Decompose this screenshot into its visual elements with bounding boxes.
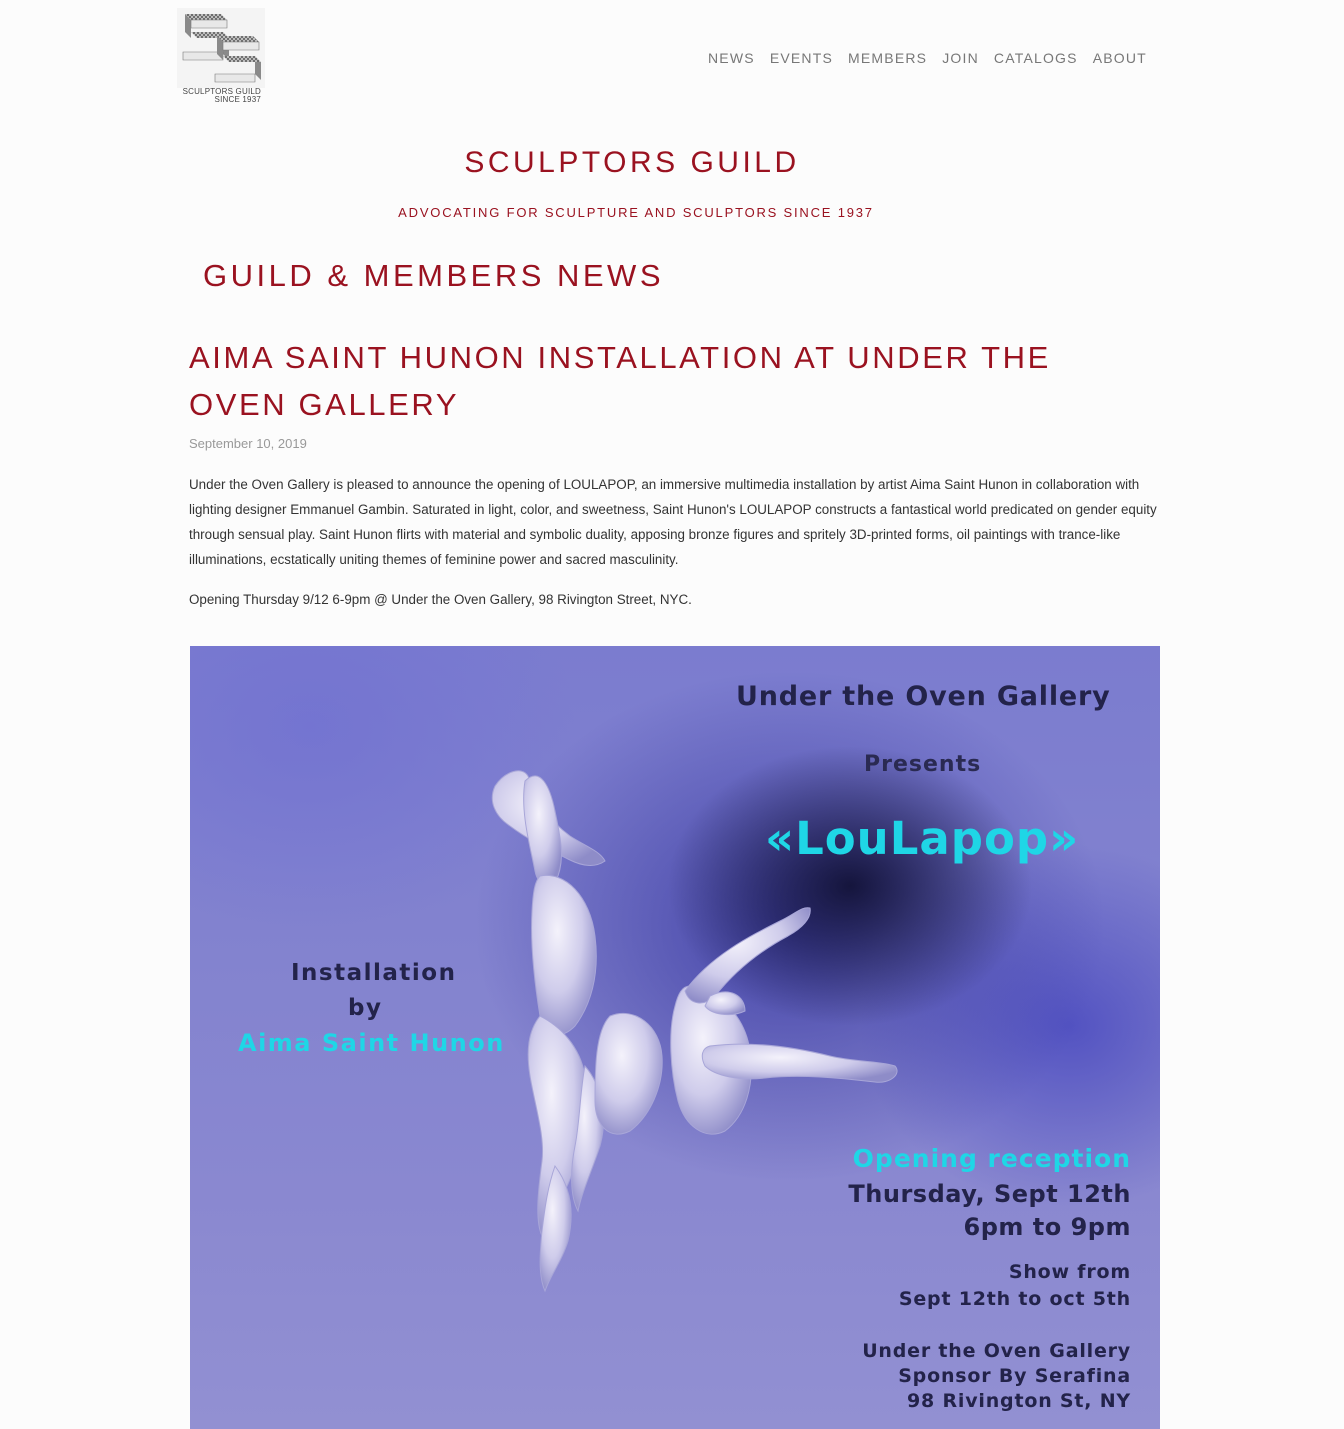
poster-opening-date: Thursday, Sept 12th bbox=[848, 1180, 1131, 1208]
poster-artist: Aima Saint Hunon bbox=[238, 1029, 505, 1057]
poster-opening-time: 6pm to 9pm bbox=[963, 1213, 1131, 1241]
poster-address: 98 Rivington St, NY bbox=[907, 1390, 1131, 1412]
poster-title: «LouLapop» bbox=[765, 812, 1080, 865]
nav-about[interactable]: ABOUT bbox=[1092, 50, 1147, 66]
post-body bbox=[189, 472, 1164, 627]
post-paragraph-opening: Opening Thursday 9/12 6-9pm @ Under the Oven Gallery, 98 Rivington Street, NYC. bbox=[189, 592, 692, 607]
poster-opening-reception: Opening reception bbox=[852, 1144, 1131, 1173]
post-title[interactable]: AIMA SAINT HUNON INSTALLATION AT UNDER THE OVEN GALLERY bbox=[189, 340, 1051, 422]
poster-show-from: Show from bbox=[1008, 1261, 1131, 1283]
site-title: SCULPTORS GUILD bbox=[464, 146, 800, 179]
poster-presents: Presents bbox=[864, 752, 982, 777]
poster-sponsor: Sponsor By Serafina bbox=[898, 1365, 1131, 1387]
poster-gallery-name: Under the Oven Gallery bbox=[736, 681, 1111, 712]
post-date: September 10, 2019 bbox=[189, 436, 307, 451]
nav-join[interactable]: JOIN bbox=[942, 50, 979, 66]
main-nav bbox=[708, 50, 1162, 66]
poster-venue: Under the Oven Gallery bbox=[862, 1340, 1131, 1362]
logo-caption bbox=[177, 88, 261, 104]
poster-show-range: Sept 12th to oct 5th bbox=[898, 1288, 1131, 1310]
site-tagline: ADVOCATING FOR SCULPTURE AND SCULPTORS SINCE 1937 bbox=[398, 205, 874, 220]
logo-caption-name: SCULPTORS GUILD bbox=[182, 87, 261, 96]
nav-members[interactable]: MEMBERS bbox=[848, 50, 928, 66]
section-title: GUILD & MEMBERS NEWS bbox=[203, 258, 664, 293]
poster-by: by bbox=[348, 995, 383, 1021]
poster-installation: Installation bbox=[291, 960, 457, 986]
nav-catalogs[interactable]: CATALOGS bbox=[993, 50, 1078, 66]
logo-link[interactable] bbox=[177, 8, 265, 106]
sculptors-guild-logo-icon bbox=[177, 8, 265, 88]
nav-news[interactable]: NEWS bbox=[708, 50, 755, 66]
nav-events[interactable]: EVENTS bbox=[769, 50, 834, 66]
event-poster-image bbox=[190, 646, 1160, 1429]
post-paragraph: Under the Oven Gallery is pleased to announce the opening of LOULAPOP, an immersive multimedia installation by artist Aima Saint Hunon in collaboration with lighting designer Emmanuel Gambin. Saturated in light, color, and sweetness, Saint Hunon's LOULAPOP constructs a fantastical world predicated on gender equity through sensual play. Saint Hunon flirts with material and symbolic duality, apposing bronze figures and spritely 3D-printed forms, oil paintings with trance-like illuminations, ecstatically uniting themes of feminine power and sacred masculinity. bbox=[189, 477, 1157, 567]
logo-caption-year: SINCE 1937 bbox=[214, 95, 261, 104]
